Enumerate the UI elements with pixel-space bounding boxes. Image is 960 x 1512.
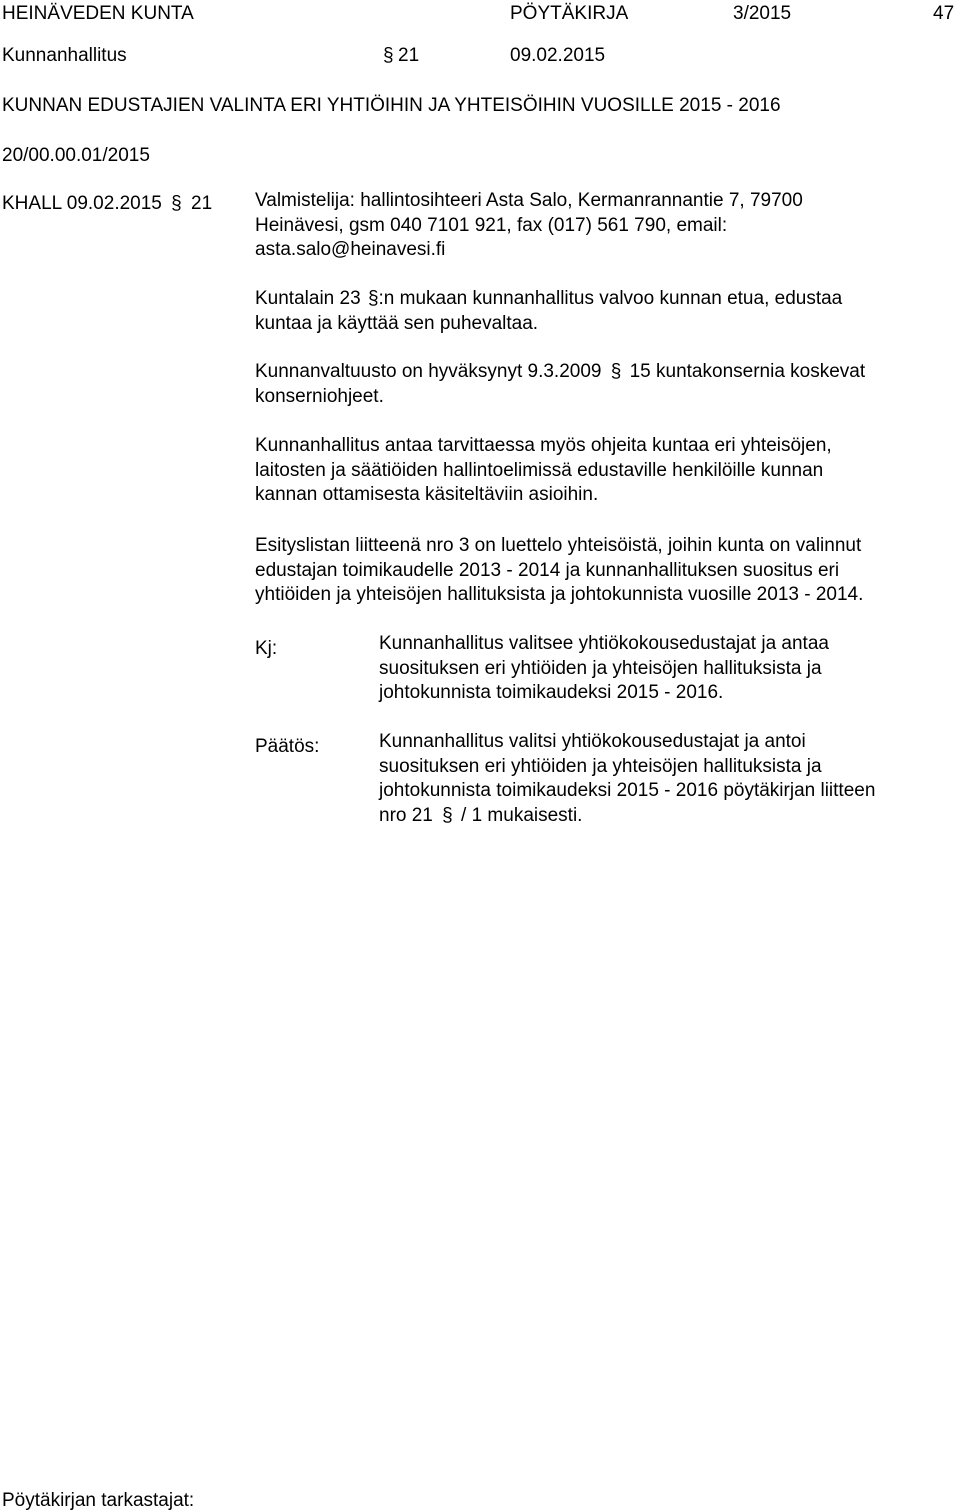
header-body-name: Kunnanhallitus — [2, 45, 127, 66]
proposal-line: johtokunnista toimikaudeksi 2015 - 2016. — [379, 682, 724, 703]
proposal-text — [379, 632, 949, 706]
paragraph-guidance — [255, 434, 945, 508]
header-page-number: 47 — [933, 3, 955, 24]
paragraph-text: :n mukaan kunnanhallitus valvoo kunnan etua, edustaa — [378, 288, 843, 309]
paragraph-line: kuntaa ja käyttää sen puhevaltaa. — [255, 312, 539, 334]
record-id: 20/00.00.01/2015 — [2, 145, 150, 166]
handling-ref-number: 21 — [191, 193, 213, 214]
preparer-line: Heinävesi, gsm 040 7101 921, fax (017) 561 790, email: — [255, 214, 728, 236]
paragraph-municipal-act — [255, 287, 945, 336]
decision-text-part: nro 21 — [379, 804, 433, 826]
header-doc-type: PÖYTÄKIRJA — [510, 3, 629, 24]
proposal-label: Kj: — [255, 638, 278, 659]
paragraph-council-approval — [255, 360, 945, 409]
section-symbol: § — [442, 804, 453, 826]
paragraph-line — [255, 287, 945, 312]
footer-reviewers-label: Pöytäkirjan tarkastajat: — [2, 1490, 195, 1511]
header-doc-number: 3/2015 — [733, 3, 792, 24]
preparer-line: asta.salo@heinavesi.fi — [255, 239, 446, 260]
handling-ref-symbol: § — [171, 193, 182, 214]
header-date: 09.02.2015 — [510, 45, 606, 66]
preparer-line: Valmistelija: hallintosihteeri Asta Salo, Kermanrannantie 7, 79700 — [255, 190, 803, 211]
header-org: HEINÄVEDEN KUNTA — [2, 3, 194, 24]
paragraph-line: konserniohjeet. — [255, 385, 384, 407]
paragraph-text: Kunnanvaltuusto on hyväksynyt 9.3.2009 — [255, 361, 602, 382]
section-symbol: § — [610, 361, 622, 382]
section-symbol: § — [367, 288, 379, 309]
proposal-line: Kunnanhallitus valitsee yhtiökokousedustajat ja antaa — [379, 633, 829, 654]
page-title: KUNNAN EDUSTAJIEN VALINTA ERI YHTIÖIHIN JA YHTEISÖIHIN VUOSILLE 2015 - 2016 — [2, 95, 781, 116]
decision-text-part: / 1 mukaisesti. — [461, 804, 583, 826]
paragraph-line: yhtiöiden ja yhteisöjen hallituksista ja johtokunnista vuosille 2013 - 2014. — [255, 584, 864, 605]
header-section-number: 21 — [398, 45, 420, 66]
paragraph-line: Kunnanhallitus antaa tarvittaessa myös ohjeita kuntaa eri yhteisöjen, — [255, 435, 832, 456]
decision-text — [379, 730, 949, 828]
paragraph-text: 15 kuntakonsernia koskevat — [629, 361, 866, 382]
preparer-paragraph — [255, 189, 945, 263]
paragraph-line — [255, 360, 945, 385]
decision-label: Päätös: — [255, 736, 320, 757]
proposal-line: suosituksen eri yhtiöiden ja yhteisöjen hallituksista ja — [379, 657, 822, 679]
paragraph-text: Kuntalain 23 — [255, 288, 361, 309]
handling-reference — [2, 194, 212, 213]
paragraph-line: Esityslistan liitteenä nro 3 on luettelo yhteisöistä, joihin kunta on valinnut — [255, 535, 862, 556]
paragraph-line: laitosten ja säätiöiden hallintoelimissä edustaville henkilöille kunnan — [255, 459, 824, 481]
decision-line — [379, 804, 949, 829]
decision-line: Kunnanhallitus valitsi yhtiökokousedustajat ja antoi — [379, 731, 806, 752]
decision-line: johtokunnista toimikaudeksi 2015 - 2016 pöytäkirjan liitteen — [379, 780, 876, 801]
decision-line: suosituksen eri yhtiöiden ja yhteisöjen hallituksista ja — [379, 755, 822, 777]
paragraph-attachment — [255, 534, 945, 608]
paragraph-line: kannan ottamisesta käsiteltäviin asioihin. — [255, 484, 599, 505]
paragraph-line: edustajan toimikaudelle 2013 - 2014 ja kunnanhallituksen suositus eri — [255, 559, 840, 581]
header-section-symbol: § — [383, 45, 394, 66]
handling-ref-text: KHALL 09.02.2015 — [2, 193, 162, 214]
